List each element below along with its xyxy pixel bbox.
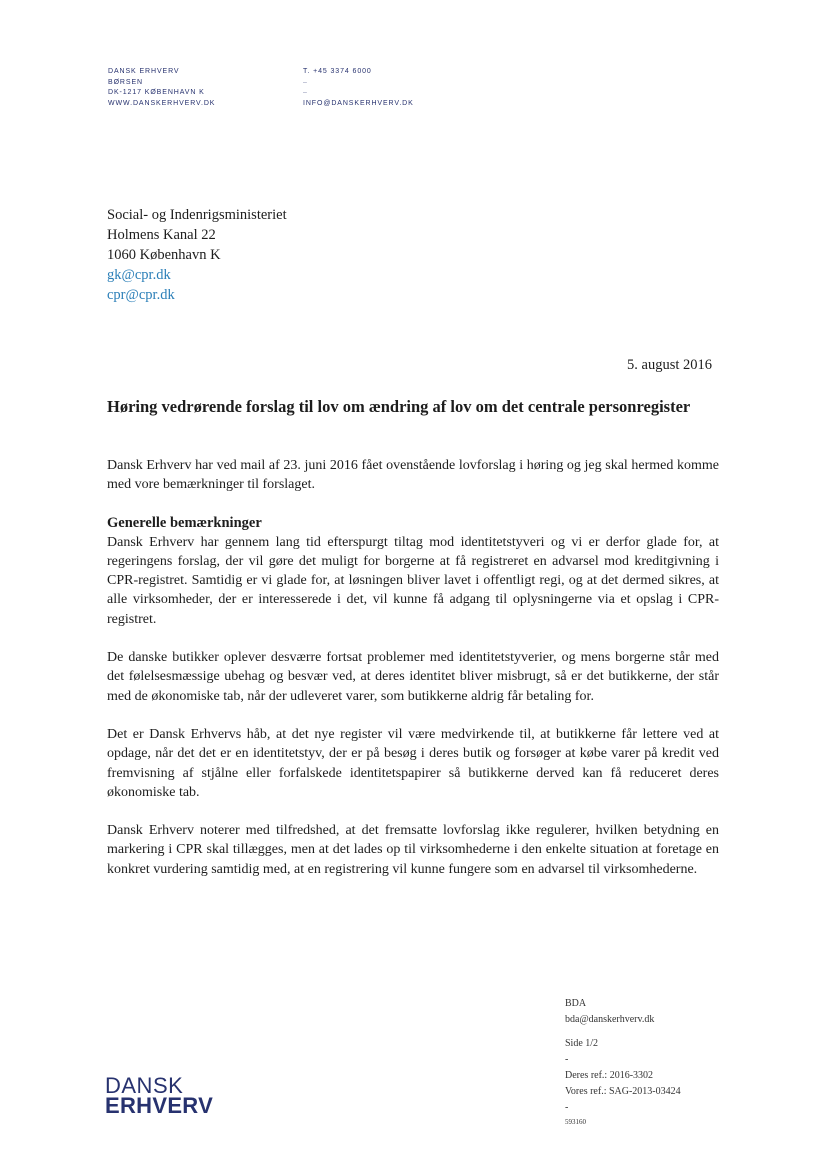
letter-body	[107, 456, 719, 898]
body-paragraph: Dansk Erhverv har gennem lang tid efterspurgt tiltag mod identitetstyveri og vi er derfor glade for, at regeringens forslag, der vil gøre det muligt for borgerne at få registreret en advarsel mod kreditgivning i CPR-registret. Samtidig er vi glade for, at løsningen bliver lavet i offentligt regi, og at det dermed sikres, at alle virksomheder, der er interesserede i det, vil kunne få adgang til oplysningerne via et opslag i CPR-registret.	[107, 534, 719, 627]
body-paragraph: Dansk Erhverv noterer med tilfredshed, at det fremsatte lovforslag ikke regulerer, hvilken betydning en markering i CPR skal tillægges, men at det lades op til virksomhederne i den enkelte situation at foretage en konkret vurdering samtidig med, at en registrering vil kunne fungere som en advarsel til virksomhederne.	[107, 823, 719, 877]
letterhead-separator: –	[303, 89, 308, 96]
recipient-email-link[interactable]: cpr@cpr.dk	[107, 287, 175, 303]
letterhead-postal: DK-1217 KØBENHAVN K	[108, 89, 205, 96]
letterhead-address	[108, 67, 215, 109]
letter-date: 5. august 2016	[627, 357, 712, 373]
sender-email-link[interactable]: bda@danskerhverv.dk	[565, 1014, 655, 1025]
letterhead-email[interactable]: INFO@DANSKERHVERV.DK	[303, 99, 414, 107]
letterhead-contact	[303, 67, 414, 109]
recipient-name: Social- og Indenrigsministeriet	[107, 207, 287, 223]
logo-line-1: DANSK	[105, 1073, 184, 1098]
letterhead-building: BØRSEN	[108, 78, 143, 86]
sender-initials: BDA	[565, 998, 587, 1009]
letterhead-company: DANSK ERHVERV	[108, 68, 180, 75]
dansk-erhverv-logo	[105, 1073, 214, 1118]
document-number: 593160	[565, 1118, 586, 1126]
recipient-city: 1060 København K	[107, 247, 221, 263]
intro-paragraph: Dansk Erhverv har ved mail af 23. juni 2016 fået ovenstående lovforslag i høring og jeg skal hermed komme med vore bemærkninger til forslaget.	[107, 458, 719, 493]
sender-block	[565, 996, 681, 1128]
page-number: Side 1/2	[565, 1038, 599, 1049]
vores-reference: Vores ref.: SAG-2013-03424	[565, 1086, 681, 1097]
body-paragraph: De danske butikker oplever desværre fortsat problemer med identitetstyverier, og mens borgerne står med det følelsesmæssige ubehag og besvær ved, at deres identitet bliver misbrugt, så er det butikkerne, der står med de økonomiske tab, når der udleveret varer, som butikkerne aldrig får betaling for.	[107, 650, 719, 704]
recipient-street: Holmens Kanal 22	[107, 227, 216, 243]
letterhead-phone: T. +45 3374 6000	[303, 68, 372, 75]
letter-title: Høring vedrørende forslag til lov om ændring af lov om det centrale personregister	[107, 397, 691, 416]
recipient-email-link[interactable]: gk@cpr.dk	[107, 267, 171, 283]
deres-reference: Deres ref.: 2016-3302	[565, 1070, 654, 1081]
letterhead-separator: –	[303, 78, 308, 86]
sender-separator: -	[565, 1102, 569, 1113]
body-paragraph: Det er Dansk Erhvervs håb, at det nye register vil være medvirkende til, at butikkerne får lettere ved at opdage, når det det er en identitetstyv, der er på besøg i deres butik og forsøger at købe varer på kredit ved fremvisning af stjålne eller forfalskede identitetspapirer så butikkerne derved kan få reduceret deres økonomiske tab.	[107, 726, 719, 800]
letterhead-website[interactable]: WWW.DANSKERHVERV.DK	[108, 99, 216, 107]
recipient-address	[107, 205, 287, 305]
logo-line-2: ERHVERV	[105, 1093, 214, 1118]
sender-separator: -	[565, 1054, 569, 1065]
section-heading: Generelle bemærkninger	[107, 514, 262, 531]
